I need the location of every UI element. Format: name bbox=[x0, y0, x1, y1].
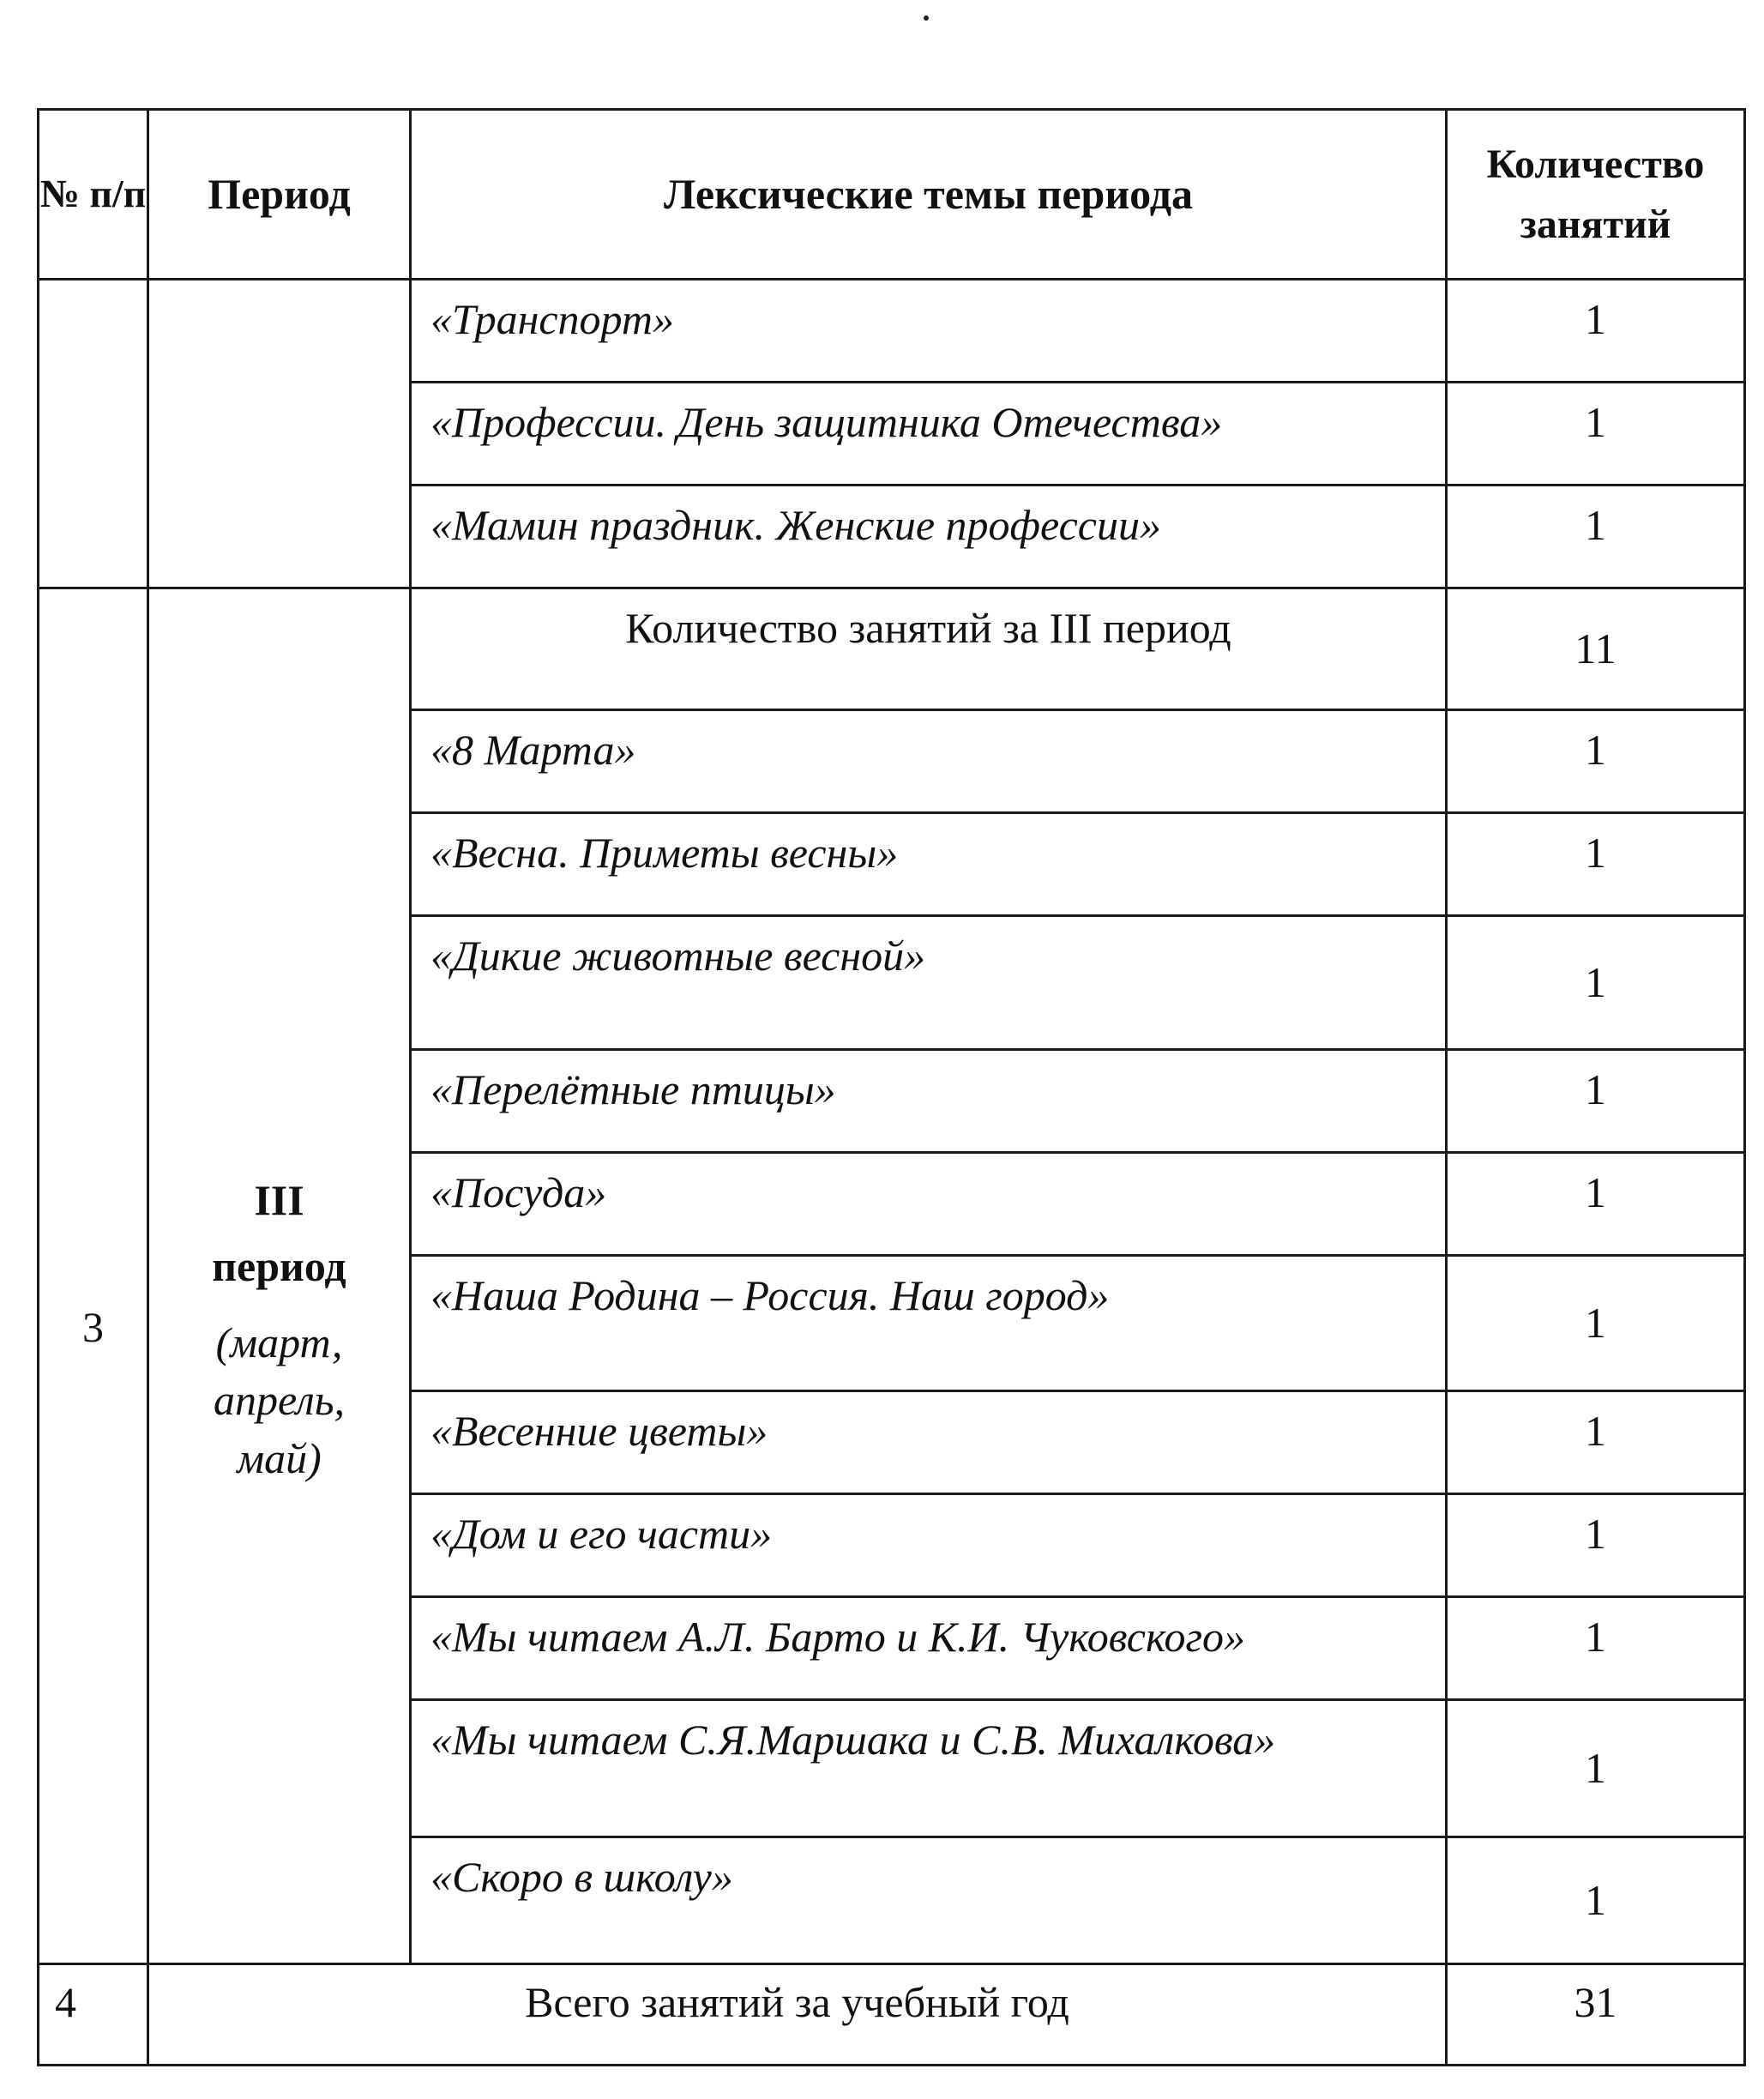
header-count: Количество занятий bbox=[1447, 110, 1745, 280]
lesson-plan-table bbox=[37, 108, 1746, 2066]
count-cell: 1 bbox=[1447, 1050, 1745, 1153]
period-title-line2: период bbox=[212, 1242, 346, 1291]
count-cell: 1 bbox=[1447, 486, 1745, 588]
topic-cell: «Дом и его части» bbox=[411, 1494, 1447, 1597]
period-cell-empty bbox=[148, 280, 411, 588]
topic-cell: «Весна. Приметы весны» bbox=[411, 813, 1447, 916]
topic-cell: «8 Марта» bbox=[411, 710, 1447, 813]
subtotal-value: 11 bbox=[1447, 588, 1745, 710]
period-months-line3: май) bbox=[237, 1433, 322, 1482]
topic-cell: «Наша Родина – Россия. Наш город» bbox=[411, 1256, 1447, 1391]
total-number: 4 bbox=[39, 1964, 148, 2066]
count-cell: 1 bbox=[1447, 1597, 1745, 1700]
header-number: № п/п bbox=[39, 110, 148, 280]
period-title-line1: III bbox=[254, 1175, 304, 1224]
count-cell: 1 bbox=[1447, 1700, 1745, 1837]
subtotal-label: Количество занятий за III период bbox=[411, 588, 1447, 710]
topic-cell: «Скоро в школу» bbox=[411, 1837, 1447, 1964]
count-cell: 1 bbox=[1447, 710, 1745, 813]
topic-cell: «Мы читаем С.Я.Маршака и С.В. Михалкова» bbox=[411, 1700, 1447, 1837]
count-cell: 1 bbox=[1447, 813, 1745, 916]
topic-cell: «Перелётные птицы» bbox=[411, 1050, 1447, 1153]
topic-cell: «Дикие животные весной» bbox=[411, 916, 1447, 1050]
total-value: 31 bbox=[1447, 1964, 1745, 2066]
count-cell: 1 bbox=[1447, 1391, 1745, 1494]
total-label: Всего занятий за учебный год bbox=[148, 1964, 1447, 2066]
count-cell: 1 bbox=[1447, 1494, 1745, 1597]
total-row bbox=[39, 1964, 1745, 2066]
number-cell-empty bbox=[39, 280, 148, 588]
topic-cell: «Транспорт» bbox=[411, 280, 1447, 383]
count-cell: 1 bbox=[1447, 1153, 1745, 1256]
topic-cell: «Профессии. День защитника Отечества» bbox=[411, 383, 1447, 486]
topic-cell: «Весенние цветы» bbox=[411, 1391, 1447, 1494]
period-months bbox=[149, 1314, 409, 1488]
period-name-cell bbox=[148, 588, 411, 1964]
period-months-line1: (март, bbox=[215, 1318, 343, 1366]
count-cell: 1 bbox=[1447, 1256, 1745, 1391]
period-number: 3 bbox=[39, 588, 148, 1964]
subtotal-row bbox=[39, 588, 1745, 710]
header-row bbox=[39, 110, 1745, 280]
count-cell: 1 bbox=[1447, 916, 1745, 1050]
count-cell: 1 bbox=[1447, 280, 1745, 383]
period-months-line2: апрель, bbox=[213, 1376, 345, 1425]
topic-cell: «Мамин праздник. Женские профессии» bbox=[411, 486, 1447, 588]
count-cell: 1 bbox=[1447, 1837, 1745, 1964]
count-cell: 1 bbox=[1447, 383, 1745, 486]
header-topics: Лексические темы периода bbox=[411, 110, 1447, 280]
topic-cell: «Посуда» bbox=[411, 1153, 1447, 1256]
table-row bbox=[39, 280, 1745, 383]
scan-speck bbox=[924, 15, 929, 21]
header-period: Период bbox=[148, 110, 411, 280]
topic-cell: «Мы читаем А.Л. Барто и К.И. Чуковского» bbox=[411, 1597, 1447, 1700]
